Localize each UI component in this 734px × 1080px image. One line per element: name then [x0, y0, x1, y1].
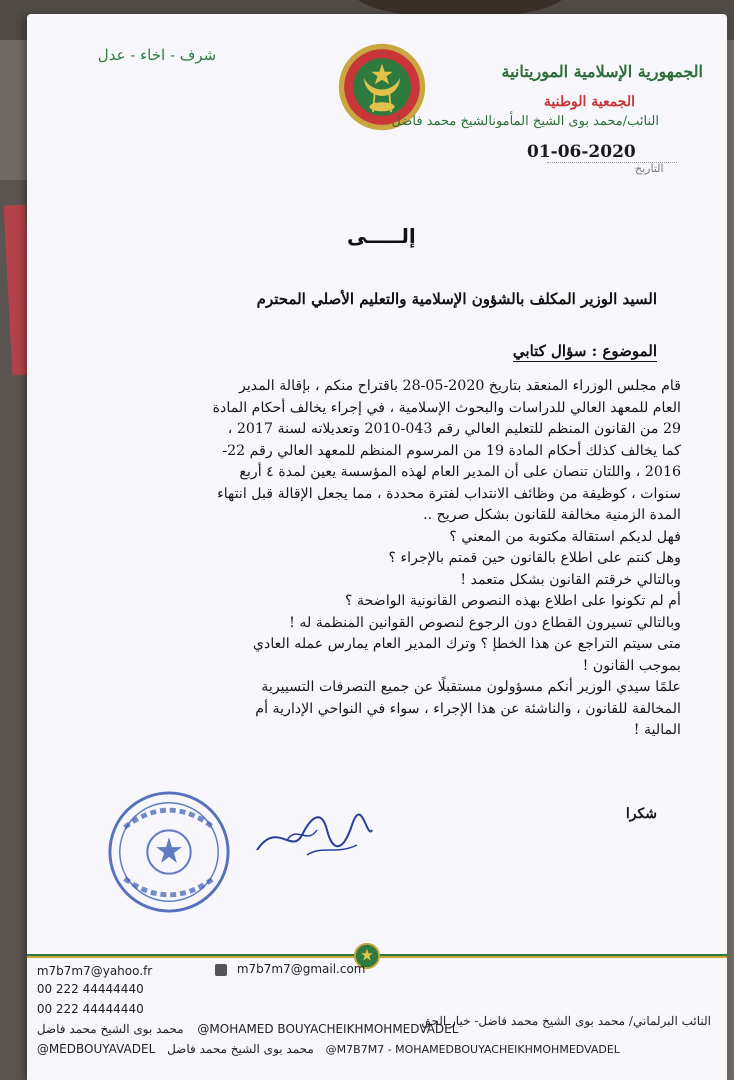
body-line: المدة الزمنية مخالفة للقانون بشكل صريح .. [423, 507, 681, 523]
mail-icon [215, 964, 227, 976]
body-line: 2016 ، واللتان تنصان على أن المدير العام لهذه المؤسسة يعين لمدة ٤ أربع [239, 464, 681, 480]
twitter-handle: @MEDBOUYAVADEL [36, 1042, 156, 1056]
letter-paper [27, 14, 727, 1080]
motto: شرف - اخاء - عدل [97, 46, 217, 64]
republic-name: الجمهورية الإسلامية الموريتانية [501, 62, 703, 81]
body-line: متى سيتم التراجع عن هذا الخطإ ؟ وترك المدير العام يمارس عمله العادي [252, 636, 681, 652]
footer-phone [27, 1002, 144, 1016]
deputy-slogan: النائب البرلماني/ محمد بوى الشيخ محمد فاضل- خيار الحق [421, 1014, 711, 1028]
signature-icon [247, 800, 377, 870]
body-line: قام مجلس الوزراء المنعقد بتاريخ 2020-05-28 باقتراح منكم ، بإقالة المدير [239, 378, 681, 394]
phone-number: 00 222 44444440 [36, 1002, 144, 1016]
twitter-full: @M7B7M7 - MOHAMEDBOUYACHEIKHMOHMEDVADEL [325, 1043, 620, 1056]
facebook-handle: @MOHAMED BOUYACHEIKHMOHMEDVADEL [197, 1022, 459, 1036]
footer-twitter [27, 1042, 620, 1056]
email-yahoo-text: m7b7m7@yahoo.fr [36, 964, 153, 978]
body-line: وبالتالي تسيرون القطاع دون الرجوع لنصوص القوانين المنظمة له ! [289, 614, 681, 631]
official-stamp-icon [105, 788, 233, 916]
footer-email-gmail [215, 962, 366, 976]
deputy-name: النائب/محمد بوى الشيخ المأمونالشيخ محمد فاضل [391, 114, 659, 129]
body-line: أم لم تكونوا على اطلاع بهذه النصوص القانونية الواضحة ؟ [344, 593, 681, 609]
body-line: فهل لديكم استقالة مكتوبة من المعني ؟ [449, 528, 681, 545]
letter-date: 01-06-2020 [527, 142, 636, 162]
whatsapp-number: 00 222 44444440 [36, 982, 144, 996]
date-label: التاريخ [635, 162, 664, 175]
twitter-name: محمد بوى الشيخ محمد فاضل [167, 1042, 314, 1056]
national-assembly: الجمعية الوطنية [543, 94, 635, 110]
thanks: شكرا [625, 806, 657, 822]
body-line: علمًا سيدي الوزير أنكم مسؤولون مستقبلًا عن جميع التصرفات التسييرية [261, 679, 681, 695]
email-gmail-text: m7b7m7@gmail.com [236, 962, 366, 976]
body-line: بموجب القانون ! [582, 657, 681, 674]
body-line: سنوات ، كوظيفة من وظائف الانتداب لفترة محددة ، مما يجعل الإقالة قبل انتهاء [217, 485, 681, 502]
body-line: كما يخالف كذلك أحكام المادة 19 من المرسوم المنظم للمعهد العالي رقم 22- [222, 442, 681, 459]
footer-whatsapp [27, 982, 144, 996]
facebook-name: محمد بوى الشيخ محمد فاضل [36, 1022, 184, 1036]
body-line: المالية ! [633, 722, 681, 738]
body-line: العام للمعهد العالي للدراسات والبحوث الإسلامية ، في إجراء يخالف أحكام المادة [212, 399, 681, 416]
letter-body [81, 376, 681, 742]
to-heading: إلـــــى [347, 224, 416, 248]
footer-facebook [27, 1022, 458, 1036]
body-line: المخالفة للقانون ، والناشئة عن هذا الإجراء ، سواء في النواحي الإدارية أم [255, 700, 681, 717]
subject-line: الموضوع : سؤال كتابي [512, 342, 657, 360]
body-line: 29 من القانون المنظم للتعليم العالي رقم 043-2010 وتعديلاته لسنة 2017 ، [227, 421, 681, 437]
footer-email-yahoo [27, 964, 152, 978]
addressee: السيد الوزير المكلف بالشؤون الإسلامية والتعليم الأصلي المحترم [256, 290, 657, 308]
body-line: وبالتالي خرقتم القانون بشكل متعمد ! [460, 571, 681, 588]
body-line: وهل كنتم على اطلاع بالقانون حين قمتم بالإجراء ؟ [388, 550, 681, 566]
